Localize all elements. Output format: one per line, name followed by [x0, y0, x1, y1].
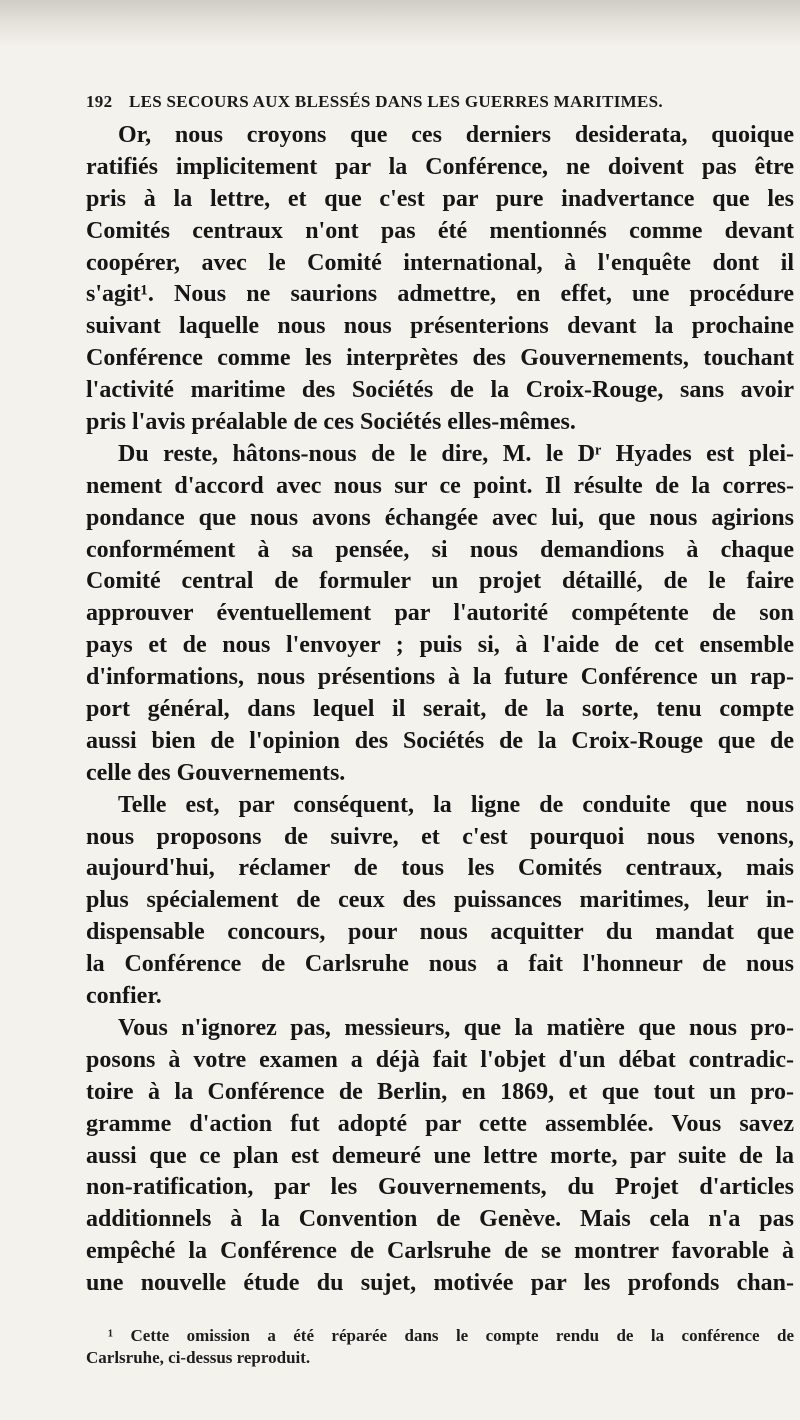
body-line: confier. [86, 983, 162, 1010]
running-header [86, 92, 720, 112]
body-line: Vous n'ignorez pas, messieurs, que la matière que nous pro- [118, 1014, 794, 1041]
page-number: 192 [86, 92, 113, 111]
body-line: aussi bien de l'opinion des Sociétés de la Croix-Rouge que de [86, 727, 794, 754]
footnote-line: Carlsruhe, ci-dessus reproduit. [86, 1348, 311, 1367]
body-line: l'activité maritime des Sociétés de la Croix-Rouge, sans avoir [86, 377, 794, 404]
scan-shadow [0, 0, 800, 48]
running-title: LES SECOURS AUX BLESSÉS DANS LES GUERRES MARITIMES. [128, 92, 663, 111]
body-line: la Conférence de Carlsruhe nous a fait l'honneur de nous [86, 951, 794, 978]
body-line: additionnels à la Convention de Genève. Mais cela n'a pas [86, 1206, 794, 1233]
body-text [86, 120, 794, 1300]
body-line: non-ratification, par les Gouvernements, du Projet d'articles [86, 1174, 794, 1201]
body-line: pondance que nous avons échangée avec lui, que nous agirions [86, 504, 794, 531]
body-line: pris l'avis préalable de ces Sociétés elles-mêmes. [86, 409, 576, 436]
body-line: suivant laquelle nous nous présenterions devant la prochaine [86, 313, 794, 340]
body-line: Comité central de formuler un projet détaillé, de le faire [86, 568, 794, 595]
body-line: une nouvelle étude du sujet, motivée par les profonds chan- [86, 1270, 794, 1297]
body-line: Or, nous croyons que ces derniers desiderata, quoique [118, 122, 794, 148]
body-line: pays et de nous l'envoyer ; puis si, à l'aide de cet ensemble [86, 632, 794, 659]
body-line: approuver éventuellement par l'autorité compétente de son [86, 600, 794, 627]
body-line: port général, dans lequel il serait, de la sorte, tenu compte [86, 696, 794, 723]
body-line: empêché la Conférence de Carlsruhe de se montrer favorable à [86, 1238, 794, 1265]
body-line: d'informations, nous présentions à la future Conférence un rap- [86, 664, 794, 691]
body-line: gramme d'action fut adopté par cette assemblée. Vous savez [86, 1110, 794, 1137]
body-line: Du reste, hâtons-nous de le dire, M. le Dʳ Hyades est plei- [118, 440, 794, 467]
body-line: ratifiés implicitement par la Conférence, ne doivent pas être [86, 153, 794, 180]
body-line: coopérer, avec le Comité international, à l'enquête dont il [86, 249, 794, 276]
body-line: toire à la Conférence de Berlin, en 1869, et que tout un pro- [86, 1078, 794, 1105]
body-line: s'agit¹. Nous ne saurions admettre, en effet, une procédure [86, 281, 794, 308]
body-line: nement d'accord avec nous sur ce point. Il résulte de la corres- [86, 472, 794, 499]
body-line: celle des Gouvernements. [86, 759, 346, 786]
body-line: dispensable concours, pour nous acquitter du mandat que [86, 919, 794, 946]
body-line: aujourd'hui, réclamer de tous les Comités centraux, mais [86, 855, 794, 882]
body-line: Telle est, par conséquent, la ligne de conduite que nous [118, 791, 794, 818]
body-line: nous proposons de suivre, et c'est pourquoi nous venons, [86, 823, 794, 850]
body-line: Conférence comme les interprètes des Gouvernements, touchant [86, 345, 794, 372]
body-line: posons à votre examen a déjà fait l'objet d'un débat contradic- [86, 1046, 794, 1073]
body-line: plus spécialement de ceux des puissances maritimes, leur in- [86, 887, 794, 914]
footnote [86, 1325, 794, 1369]
body-line: Comités centraux n'ont pas été mentionnés comme devant [86, 217, 794, 244]
body-line: aussi que ce plan est demeuré une lettre morte, par suite de la [86, 1142, 794, 1169]
footnote-line: ¹ Cette omission a été réparée dans le compte rendu de la conférence de [108, 1326, 794, 1345]
body-line: conformément à sa pensée, si nous demandions à chaque [86, 536, 794, 563]
body-line: pris à la lettre, et que c'est par pure inadvertance que les [86, 185, 794, 212]
